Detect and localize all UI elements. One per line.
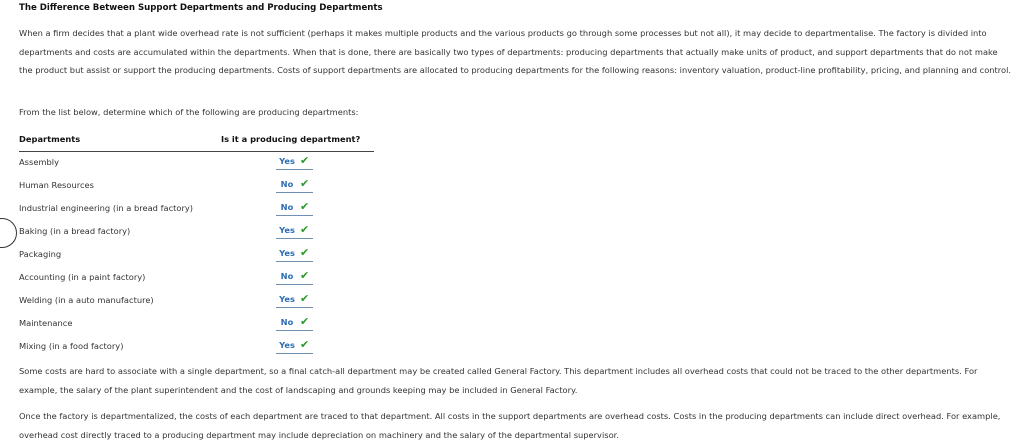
department-name: Welding (in a auto manufacture): [19, 295, 154, 305]
department-name: Mixing (in a food factory): [19, 341, 124, 351]
table-row: [19, 335, 374, 358]
answer-dropdown[interactable]: [276, 223, 313, 239]
check-icon: ✔: [300, 154, 310, 167]
department-name: Baking (in a bread factory): [19, 226, 131, 236]
departmentalized-paragraph: Once the factory is departmentalized, the costs of each department are traced to that department. All costs in the support departments are overhead costs. Costs in the producing departments can include direct overhead. For example, overhead cost directly traced to a producing department may include depreciation on machinery and the salary of the departmental supervisor.: [19, 411, 1001, 440]
producing-column-header: Is it a producing department?: [221, 134, 361, 144]
check-icon: ✔: [300, 177, 310, 190]
table-row: [19, 266, 374, 289]
department-name: Accounting (in a paint factory): [19, 272, 146, 282]
table-row: [19, 243, 374, 266]
page-title: The Difference Between Support Departments and Producing Departments: [19, 3, 383, 13]
check-icon: ✔: [300, 269, 310, 282]
department-name: Packaging: [19, 249, 62, 259]
check-icon: ✔: [300, 246, 310, 259]
answer-dropdown[interactable]: [276, 338, 313, 354]
answer-dropdown[interactable]: [276, 246, 313, 262]
check-icon: ✔: [300, 315, 310, 328]
check-icon: ✔: [300, 338, 310, 351]
department-name: Industrial engineering (in a bread factory): [19, 203, 194, 213]
answer-dropdown[interactable]: [276, 269, 313, 285]
answer-value: Yes: [279, 294, 295, 304]
department-name: Human Resources: [19, 180, 94, 190]
table-row: [19, 197, 374, 220]
table-row: [19, 174, 374, 197]
answer-dropdown[interactable]: [276, 177, 313, 193]
table-row: [19, 289, 374, 312]
check-icon: ✔: [300, 292, 310, 305]
answer-value: Yes: [279, 340, 295, 350]
departments-column-header: Departments: [19, 134, 81, 144]
answer-value: No: [280, 317, 294, 327]
general-factory-paragraph: Some costs are hard to associate with a single department, so a final catch-all department may be created called General Factory. This department includes all overhead costs that could not be traced to the other departments. For example, the salary of the plant superintendent and the cost of landscaping and grounds keeping may be included in General Factory.: [19, 366, 978, 395]
answer-dropdown[interactable]: [276, 154, 313, 170]
answer-value: Yes: [279, 225, 295, 235]
table-row: [19, 151, 374, 174]
table-row: [19, 312, 374, 335]
table-row: [19, 220, 374, 243]
question-prompt: From the list below, determine which of the following are producing departments:: [19, 107, 359, 117]
side-scroll-marker[interactable]: [0, 218, 17, 248]
answer-dropdown[interactable]: [276, 200, 313, 216]
check-icon: ✔: [300, 223, 310, 236]
answer-value: Yes: [279, 156, 295, 166]
answer-value: Yes: [279, 248, 295, 258]
answer-value: No: [280, 271, 294, 281]
department-name: Assembly: [19, 157, 59, 167]
check-icon: ✔: [300, 200, 310, 213]
intro-paragraph: When a firm decides that a plant wide overhead rate is not sufficient (perhaps it makes multiple products and the various products go through some processes but not all), it may decide to departmentalise. The factory is divided into departments and costs are accumulated within the departments. When that is done, there are basically two types of departments: producing departments that actually make units of product, and support departments that do not make the product but assist or support the producing departments. Costs of support departments are allocated to producing departments for the following reasons: inventory valuation, product-line profitability, pricing, and planning and control.: [19, 28, 1012, 76]
answer-dropdown[interactable]: [276, 292, 313, 308]
answer-value: No: [280, 202, 294, 212]
table-header: [19, 128, 374, 152]
answer-value: No: [280, 179, 294, 189]
department-name: Maintenance: [19, 318, 73, 328]
answer-dropdown[interactable]: [276, 315, 313, 331]
